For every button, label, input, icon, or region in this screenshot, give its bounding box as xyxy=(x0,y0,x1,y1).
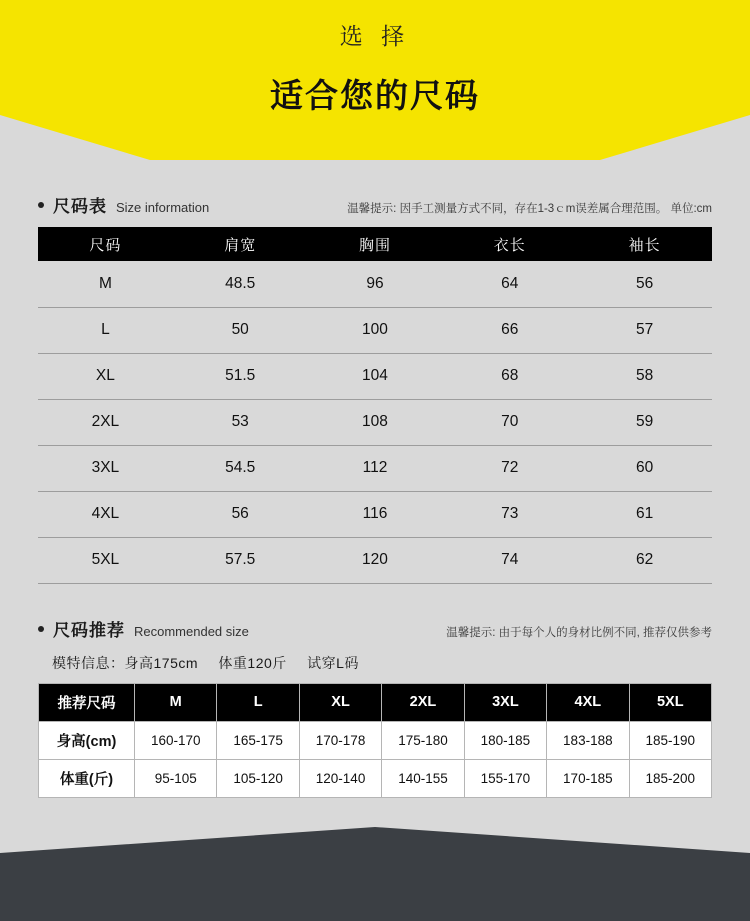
size-section-title-en: Size information xyxy=(116,200,210,215)
recommend-cell: 95-105 xyxy=(135,759,217,797)
size-cell: 56 xyxy=(577,261,712,307)
recommend-section-header xyxy=(38,616,712,641)
recommend-header-cell: 推荐尺码 xyxy=(39,683,135,721)
table-row xyxy=(39,759,712,797)
size-cell: 53 xyxy=(173,399,308,445)
recommend-header-cell: 3XL xyxy=(464,683,546,721)
size-cell: 48.5 xyxy=(173,261,308,307)
recommend-header-cell: M xyxy=(135,683,217,721)
size-cell: 60 xyxy=(577,445,712,491)
size-cell: 66 xyxy=(442,307,577,353)
bullet-icon xyxy=(38,202,44,208)
size-cell: 50 xyxy=(173,307,308,353)
table-row xyxy=(38,307,712,353)
size-cell: 57.5 xyxy=(173,537,308,583)
table-row xyxy=(38,261,712,307)
recommend-header-cell: L xyxy=(217,683,299,721)
recommend-row-label: 身高(cm) xyxy=(39,721,135,759)
size-cell: 56 xyxy=(173,491,308,537)
table-row xyxy=(38,353,712,399)
recommend-cell: 120-140 xyxy=(299,759,381,797)
table-row xyxy=(38,445,712,491)
banner-title: 适合您的尺码 xyxy=(270,77,480,114)
recommend-header-cell: 2XL xyxy=(382,683,464,721)
size-cell: 4XL xyxy=(38,491,173,537)
recommend-cell: 165-175 xyxy=(217,721,299,759)
table-row xyxy=(39,721,712,759)
size-cell: 120 xyxy=(308,537,443,583)
size-cell: 3XL xyxy=(38,445,173,491)
size-cell: 2XL xyxy=(38,399,173,445)
model-info-size: 试穿L码 xyxy=(307,654,359,671)
recommend-cell: 183-188 xyxy=(547,721,629,759)
size-cell: 61 xyxy=(577,491,712,537)
size-cell: 51.5 xyxy=(173,353,308,399)
size-section-title-cn: 尺码表 xyxy=(53,197,107,216)
recommend-header-cell: 5XL xyxy=(629,683,711,721)
recommend-cell: 185-200 xyxy=(629,759,711,797)
size-table-header-row xyxy=(38,227,712,261)
size-cell: 112 xyxy=(308,445,443,491)
recommend-cell: 140-155 xyxy=(382,759,464,797)
model-info-height: 模特信息：身高175cm xyxy=(52,654,199,671)
size-cell: 68 xyxy=(442,353,577,399)
size-cell: 64 xyxy=(442,261,577,307)
banner-subtitle: 选 择 xyxy=(339,23,411,49)
recommend-section-note: 温馨提示: 由于每个人的身材比例不同, 推荐仅供参考 xyxy=(446,626,712,639)
recommend-cell: 185-190 xyxy=(629,721,711,759)
size-cell: 58 xyxy=(577,353,712,399)
size-section-note: 温馨提示: 因手工测量方式不同，存在1-3ｃm误差属合理范围。 单位:cm xyxy=(347,203,712,215)
recommend-cell: 160-170 xyxy=(135,721,217,759)
size-cell: 108 xyxy=(308,399,443,445)
recommend-cell: 170-185 xyxy=(547,759,629,797)
recommend-header-cell: XL xyxy=(299,683,381,721)
size-cell: 74 xyxy=(442,537,577,583)
size-cell: 104 xyxy=(308,353,443,399)
size-cell: 54.5 xyxy=(173,445,308,491)
recommend-section-title-cn: 尺码推荐 xyxy=(53,620,125,640)
table-row xyxy=(38,491,712,537)
model-info-weight: 体重120斤 xyxy=(218,654,287,671)
recommend-cell: 170-178 xyxy=(299,721,381,759)
size-table-header-cell: 胸围 xyxy=(308,227,443,261)
footer-band xyxy=(0,853,750,921)
recommend-header-row xyxy=(39,683,712,721)
size-table-header-cell: 袖长 xyxy=(577,227,712,261)
recommend-cell: 175-180 xyxy=(382,721,464,759)
model-info xyxy=(52,653,712,673)
size-section-header xyxy=(38,192,712,217)
recommend-table xyxy=(38,683,712,798)
size-cell: 5XL xyxy=(38,537,173,583)
size-cell: 59 xyxy=(577,399,712,445)
size-table-header-cell: 肩宽 xyxy=(173,227,308,261)
size-cell: XL xyxy=(38,353,173,399)
size-cell: 100 xyxy=(308,307,443,353)
size-cell: 57 xyxy=(577,307,712,353)
recommend-row-label: 体重(斤) xyxy=(39,759,135,797)
size-cell: M xyxy=(38,261,173,307)
size-cell: 96 xyxy=(308,261,443,307)
banner-notch xyxy=(150,132,600,160)
recommend-cell: 105-120 xyxy=(217,759,299,797)
recommend-cell: 180-185 xyxy=(464,721,546,759)
size-cell: 116 xyxy=(308,491,443,537)
table-row xyxy=(38,537,712,583)
size-cell: 70 xyxy=(442,399,577,445)
recommend-header-cell: 4XL xyxy=(547,683,629,721)
header-banner xyxy=(0,0,750,160)
size-table xyxy=(38,227,712,584)
table-row xyxy=(38,399,712,445)
size-cell: L xyxy=(38,307,173,353)
bullet-icon xyxy=(38,626,44,632)
size-cell: 62 xyxy=(577,537,712,583)
banner-left-cut xyxy=(0,115,150,160)
recommend-section-title-en: Recommended size xyxy=(134,623,249,639)
size-cell: 73 xyxy=(442,491,577,537)
size-cell: 72 xyxy=(442,445,577,491)
recommend-cell: 155-170 xyxy=(464,759,546,797)
size-table-header-cell: 尺码 xyxy=(38,227,173,261)
size-table-header-cell: 衣长 xyxy=(442,227,577,261)
banner-right-cut xyxy=(600,115,750,160)
content-area xyxy=(0,192,750,798)
